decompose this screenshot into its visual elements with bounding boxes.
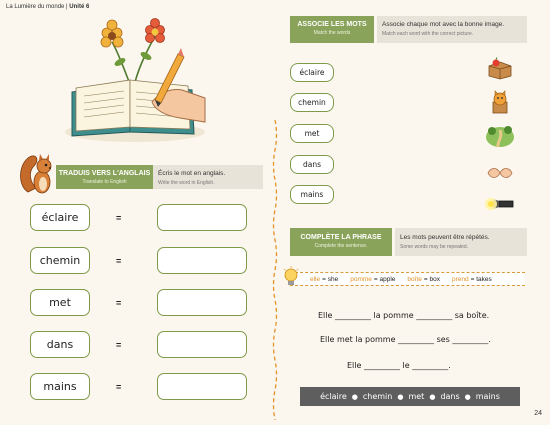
answer-box[interactable] bbox=[157, 373, 247, 400]
hint-french: boîte bbox=[407, 275, 422, 283]
box-icon[interactable] bbox=[485, 56, 515, 80]
translate-word: mains bbox=[30, 373, 90, 400]
equals-sign: = bbox=[116, 213, 122, 223]
translate-word: chemin bbox=[30, 247, 90, 274]
hint-french: elle bbox=[310, 275, 321, 283]
cat-in-box-icon[interactable] bbox=[485, 90, 515, 114]
complete-section-title: COMPLÈTE LA PHRASE Complete the sentence. bbox=[290, 228, 392, 256]
book-title: La Lumière du monde bbox=[6, 4, 65, 10]
flashlight-icon[interactable] bbox=[485, 192, 515, 216]
vocabulary-hints bbox=[290, 272, 525, 286]
equals-sign: = bbox=[116, 340, 122, 350]
hint-french: prend bbox=[451, 275, 469, 283]
sentence: Elle met la pomme _________ ses _________. bbox=[320, 335, 491, 344]
word-bank-item: mains bbox=[475, 392, 500, 401]
match-word[interactable]: éclaire bbox=[290, 63, 334, 82]
unit-label: Unité 6 bbox=[69, 4, 90, 10]
match-word[interactable]: dans bbox=[290, 155, 334, 174]
hint-english: = takes bbox=[470, 275, 492, 283]
hint-english: = she bbox=[322, 275, 339, 283]
translate-word: dans bbox=[30, 331, 90, 358]
match-word[interactable]: chemin bbox=[290, 93, 334, 112]
translate-word: met bbox=[30, 289, 90, 316]
hands-icon[interactable] bbox=[485, 159, 515, 183]
bullet-separator: ● bbox=[397, 392, 404, 401]
word-bank-item: chemin bbox=[362, 392, 393, 401]
hint-english: = apple bbox=[373, 275, 396, 283]
match-section-title: ASSOCIE LES MOTS Match the words bbox=[290, 16, 374, 43]
bullet-separator: ● bbox=[351, 392, 358, 401]
answer-box[interactable] bbox=[157, 289, 247, 316]
word-bank-item: met bbox=[408, 392, 425, 401]
lightbulb-icon bbox=[283, 266, 299, 288]
bullet-separator: ● bbox=[464, 392, 471, 401]
equals-sign: = bbox=[116, 256, 122, 266]
match-word[interactable]: mains bbox=[290, 185, 334, 204]
word-bank bbox=[300, 387, 520, 406]
answer-box[interactable] bbox=[157, 204, 247, 231]
book-writing-illustration bbox=[60, 14, 210, 144]
translate-section-title: TRADUIS VERS L'ANGLAIS Translate to English bbox=[56, 165, 153, 189]
complete-instruction: Les mots peuvent être répétés. Some words may be repeated. bbox=[395, 228, 527, 256]
page-number: 24 bbox=[534, 410, 542, 417]
page-header: La Lumière du monde | Unité 6 bbox=[6, 4, 90, 10]
translate-instruction: Écris le mot en anglais. Write the word in English. bbox=[153, 165, 263, 189]
answer-box[interactable] bbox=[157, 247, 247, 274]
equals-sign: = bbox=[116, 298, 122, 308]
answer-box[interactable] bbox=[157, 331, 247, 358]
match-word[interactable]: met bbox=[290, 124, 334, 143]
word-bank-item: dans bbox=[440, 392, 460, 401]
sentence: Elle _________ le _________. bbox=[347, 361, 451, 370]
translate-word: éclaire bbox=[30, 204, 90, 231]
match-instruction: Associe chaque mot avec la bonne image. Match each word with the correct picture. bbox=[377, 16, 527, 43]
dashed-divider bbox=[272, 120, 278, 420]
bullet-separator: ● bbox=[429, 392, 436, 401]
equals-sign: = bbox=[116, 382, 122, 392]
word-bank-item: éclaire bbox=[320, 392, 347, 401]
squirrel-icon bbox=[18, 148, 56, 196]
hint-english: = box bbox=[423, 275, 440, 283]
hint-french: pomme bbox=[350, 275, 372, 283]
sentence: Elle _________ la pomme _________ sa boîte. bbox=[318, 311, 490, 320]
path-icon[interactable] bbox=[485, 124, 515, 148]
